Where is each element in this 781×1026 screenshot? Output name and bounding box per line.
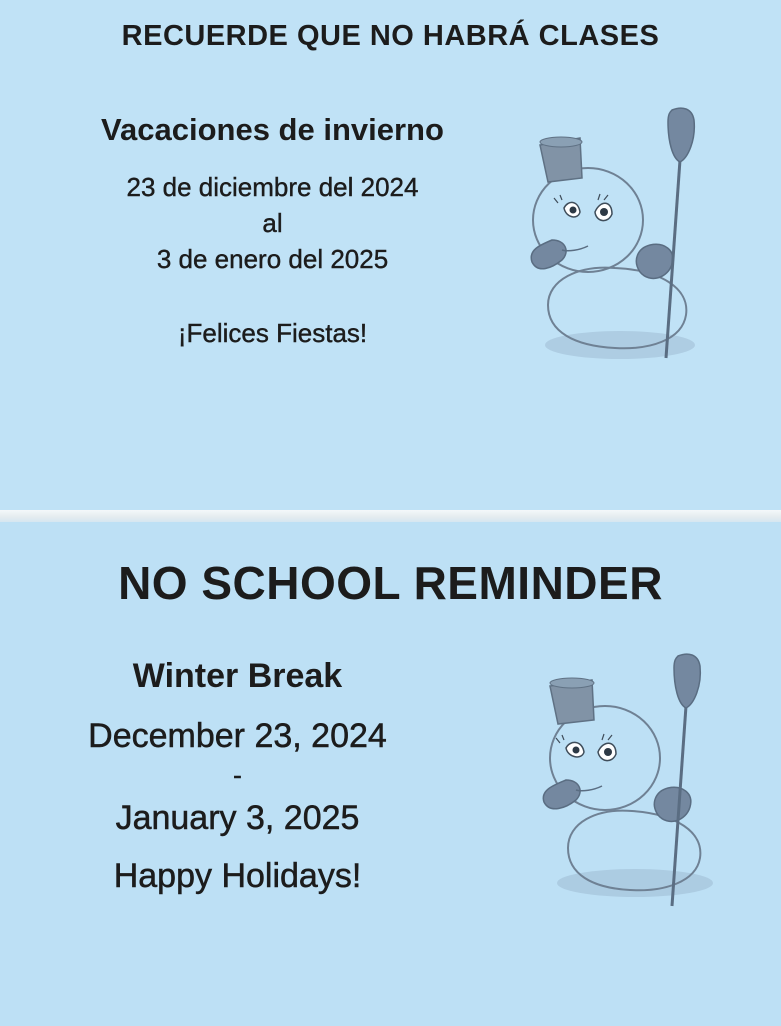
subtitle-english: Winter Break xyxy=(132,657,343,695)
date-end-english: January 3, 2025 xyxy=(115,799,360,837)
date-end-spanish: 3 de enero del 2025 xyxy=(156,244,389,274)
subtitle-spanish: Vacaciones de invierno xyxy=(101,112,444,147)
greeting-english: Happy Holidays! xyxy=(113,857,362,895)
snowman-duck-icon xyxy=(500,100,730,370)
date-separator-english: - xyxy=(233,760,242,790)
date-start-english: December 23, 2024 xyxy=(88,717,387,755)
heading-english: NO SCHOOL REMINDER xyxy=(118,557,663,609)
date-start-spanish: 23 de diciembre del 2024 xyxy=(126,172,419,202)
snowman-duck-icon xyxy=(510,648,740,918)
date-separator-spanish: al xyxy=(262,208,283,238)
greeting-spanish: ¡Felices Fiestas! xyxy=(177,318,368,348)
heading-spanish: RECUERDE QUE NO HABRÁ CLASES xyxy=(121,20,660,52)
